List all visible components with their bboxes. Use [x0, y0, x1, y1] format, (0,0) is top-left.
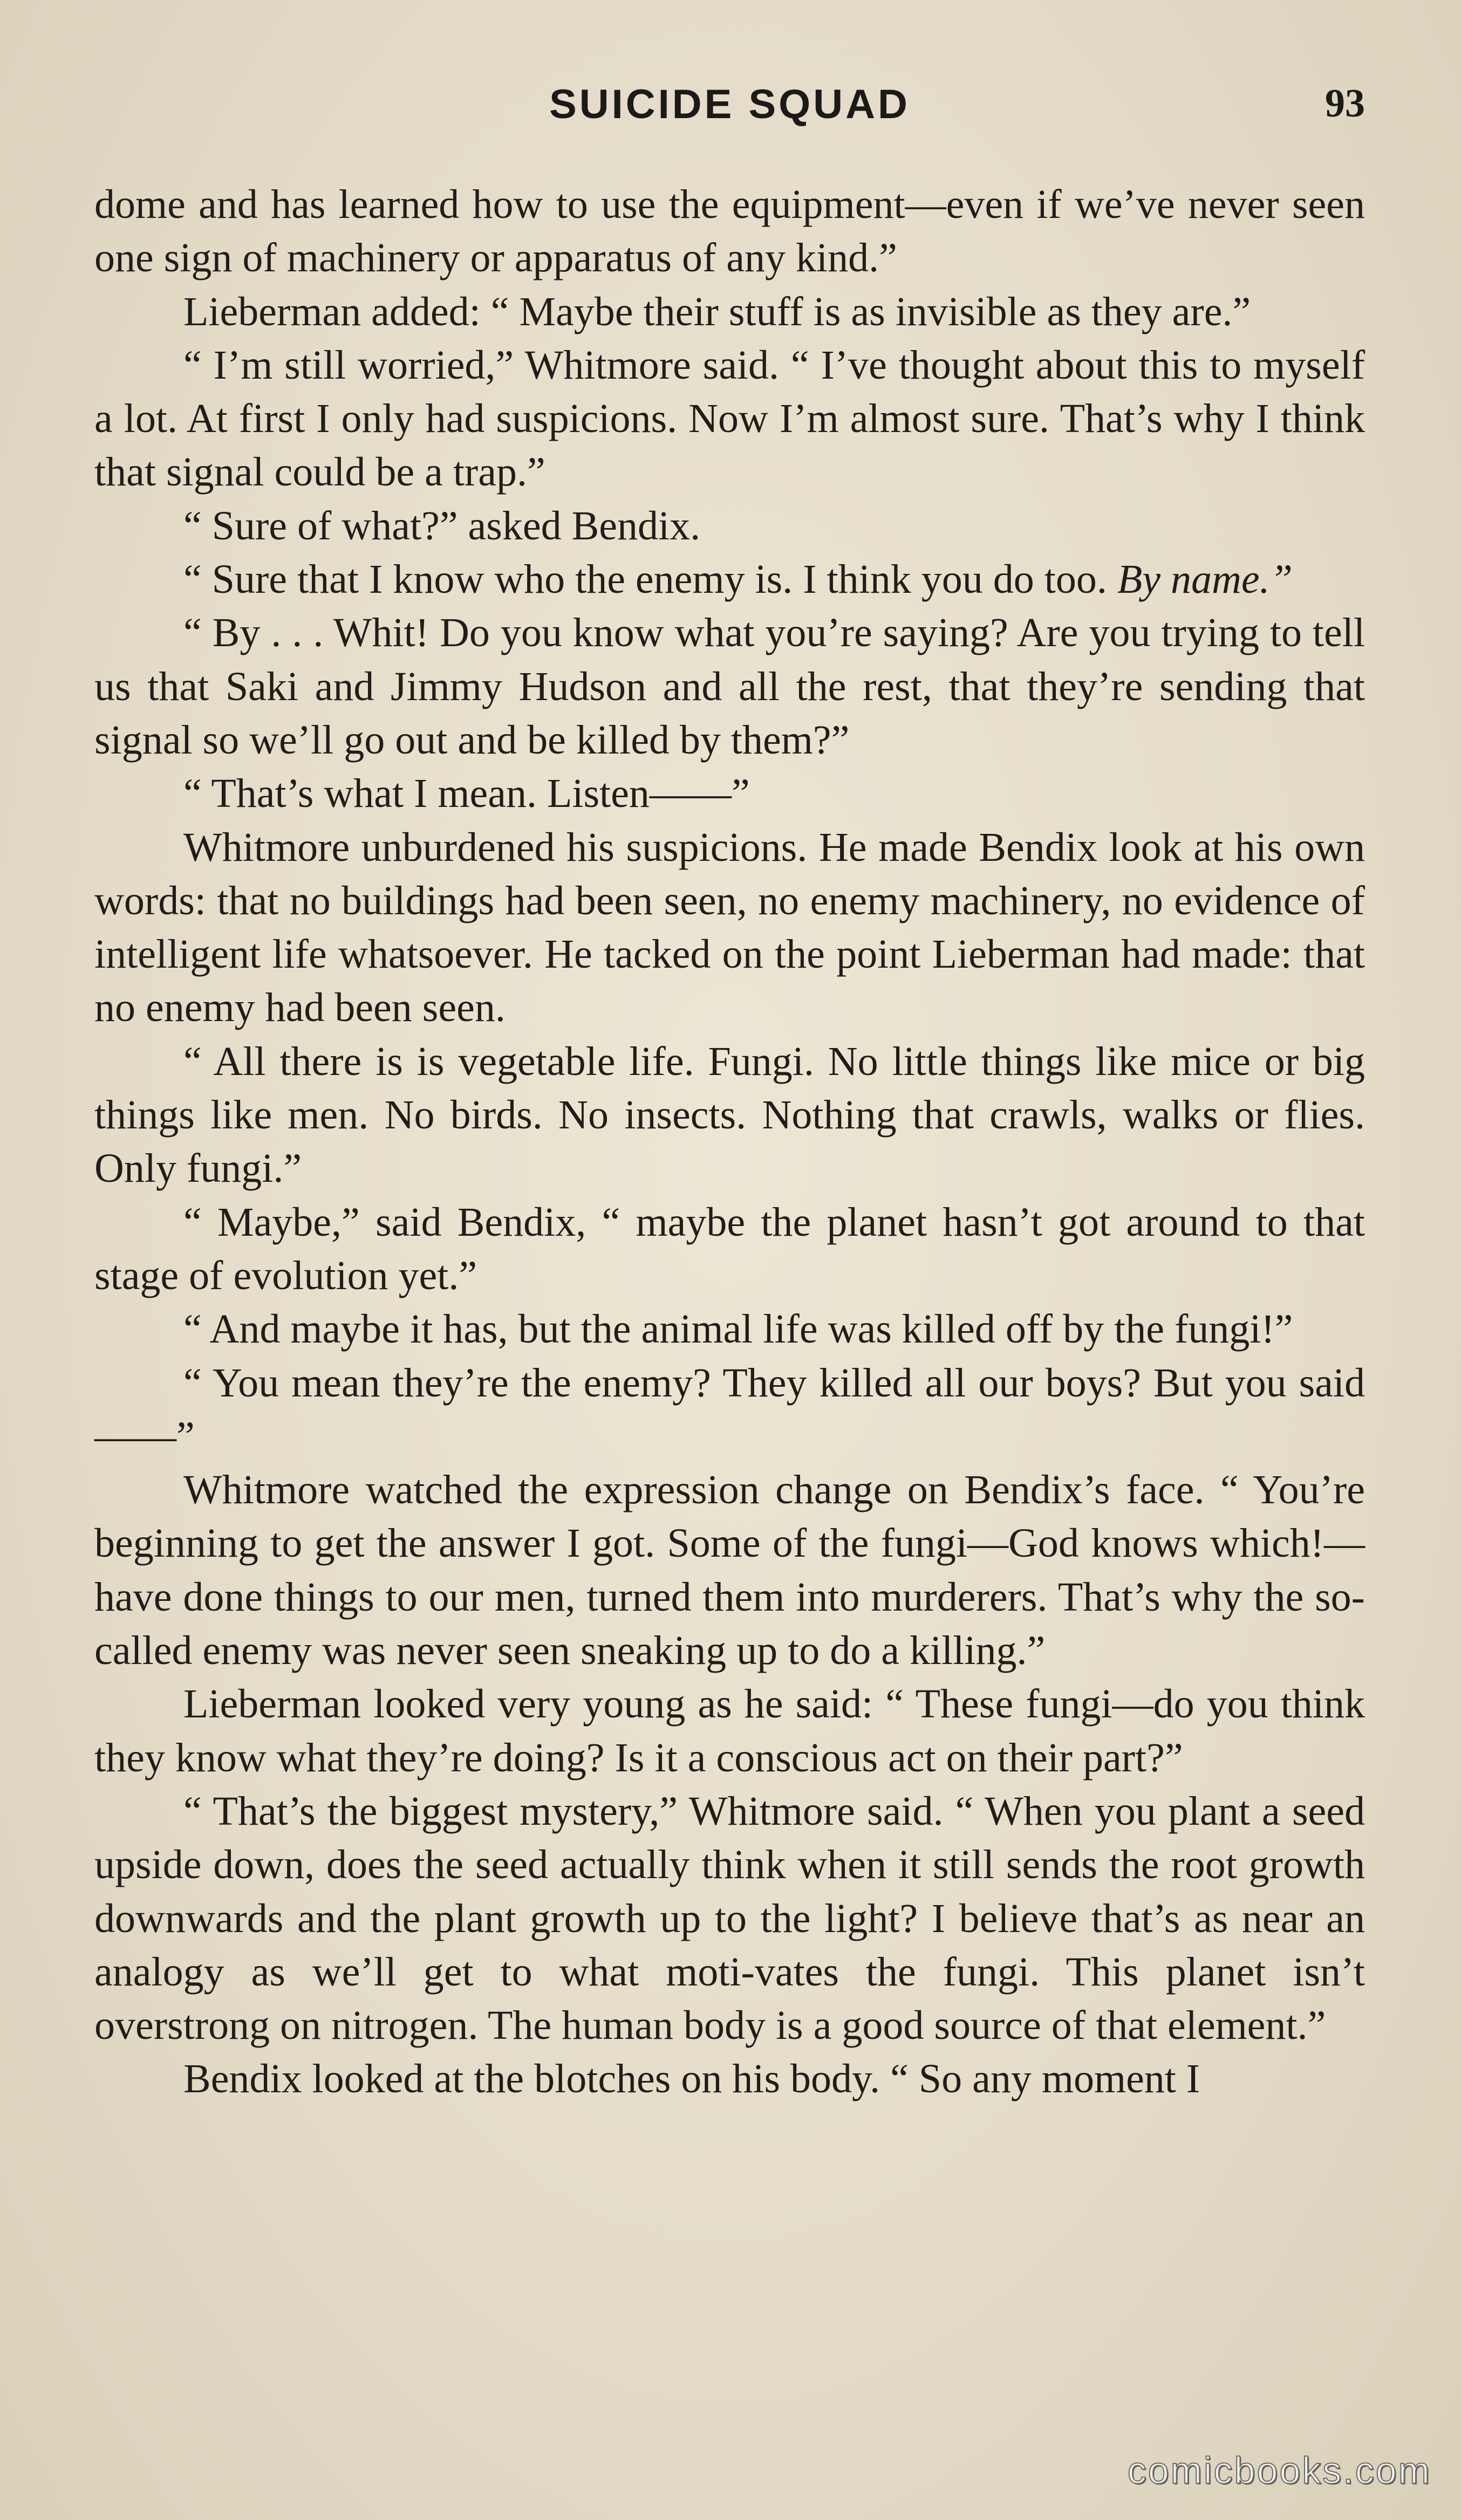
running-title: SUICIDE SQUAD — [549, 81, 910, 127]
running-head — [94, 81, 1365, 140]
paragraph: “ You mean they’re the enemy? They killed all our boys? But you said——” — [94, 1360, 1365, 1459]
paragraph: Bendix looked at the blotches on his body. “ So any moment I — [183, 2056, 1200, 2102]
paragraph: “ All there is is vegetable life. Fungi. No little things like mice or big things like men. No birds. No insects. Nothing that crawls, walks or flies. Only fungi.” — [94, 1038, 1365, 1191]
paragraph: “ That’s the biggest mystery,” Whitmore said. “ When you plant a seed upside down, does the seed actually think when it still sends the root growth downwards and the plant growth up to the light? I believe that’s as near an analogy as we’ll get to what moti-vates the fungi. This planet isn’t overstrong on nitrogen. The human body is a good source of that element.” — [94, 1788, 1365, 2049]
paragraph: “ I’m still worried,” Whitmore said. “ I’ve thought about this to myself a lot. At first I only had suspicions. Now I’m almost sure. That’s why I think that signal could be a trap.” — [94, 342, 1365, 495]
paragraph: Whitmore unburdened his suspicions. He made Bendix look at his own words: that no buildings had been seen, no enemy machinery, no evidence of intelligent life whatsoever. He tacked on the point Lieberman had made: that no enemy had been seen. — [94, 824, 1365, 1031]
paragraph: “ Maybe,” said Bendix, “ maybe the planet hasn’t got around to that stage of evolution yet.” — [94, 1199, 1365, 1298]
body-text — [94, 178, 1365, 2106]
paragraph: Lieberman looked very young as he said: “ These fungi—do you think they know what they’re doing? Is it a conscious act on their part?” — [94, 1681, 1365, 1781]
paragraph: “ By . . . Whit! Do you know what you’re saying? Are you trying to tell us that Saki and Jimmy Hudson and all the rest, that they’re sending that signal so we’ll go out and be killed by them?” — [94, 610, 1365, 763]
paragraph-with-italic — [94, 553, 1365, 606]
page-number: 93 — [1325, 81, 1365, 126]
italic-phrase: By name.” — [1117, 557, 1293, 602]
paragraph: Lieberman added: “ Maybe their stuff is as invisible as they are.” — [183, 289, 1251, 334]
paragraph-continuation: dome and has learned how to use the equipment—even if we’ve never seen one sign of machinery or apparatus of any kind.” — [94, 182, 1365, 281]
paragraph: Whitmore watched the expression change on Bendix’s face. “ You’re beginning to get the answer I got. Some of the fungi—God knows which!—have done things to our men, turned them into murderers. That’s why the so-called enemy was never seen sneaking up to do a killing.” — [94, 1467, 1365, 1674]
paragraph: “ And maybe it has, but the animal life was killed off by the fungi!” — [183, 1306, 1293, 1352]
paragraph: “ That’s what I mean. Listen——” — [183, 771, 750, 817]
watermark: comicbooks.com — [1127, 2449, 1431, 2491]
paragraph-text: “ Sure that I know who the enemy is. I think you do too. — [183, 557, 1107, 602]
paragraph: “ Sure of what?” asked Bendix. — [183, 503, 701, 549]
